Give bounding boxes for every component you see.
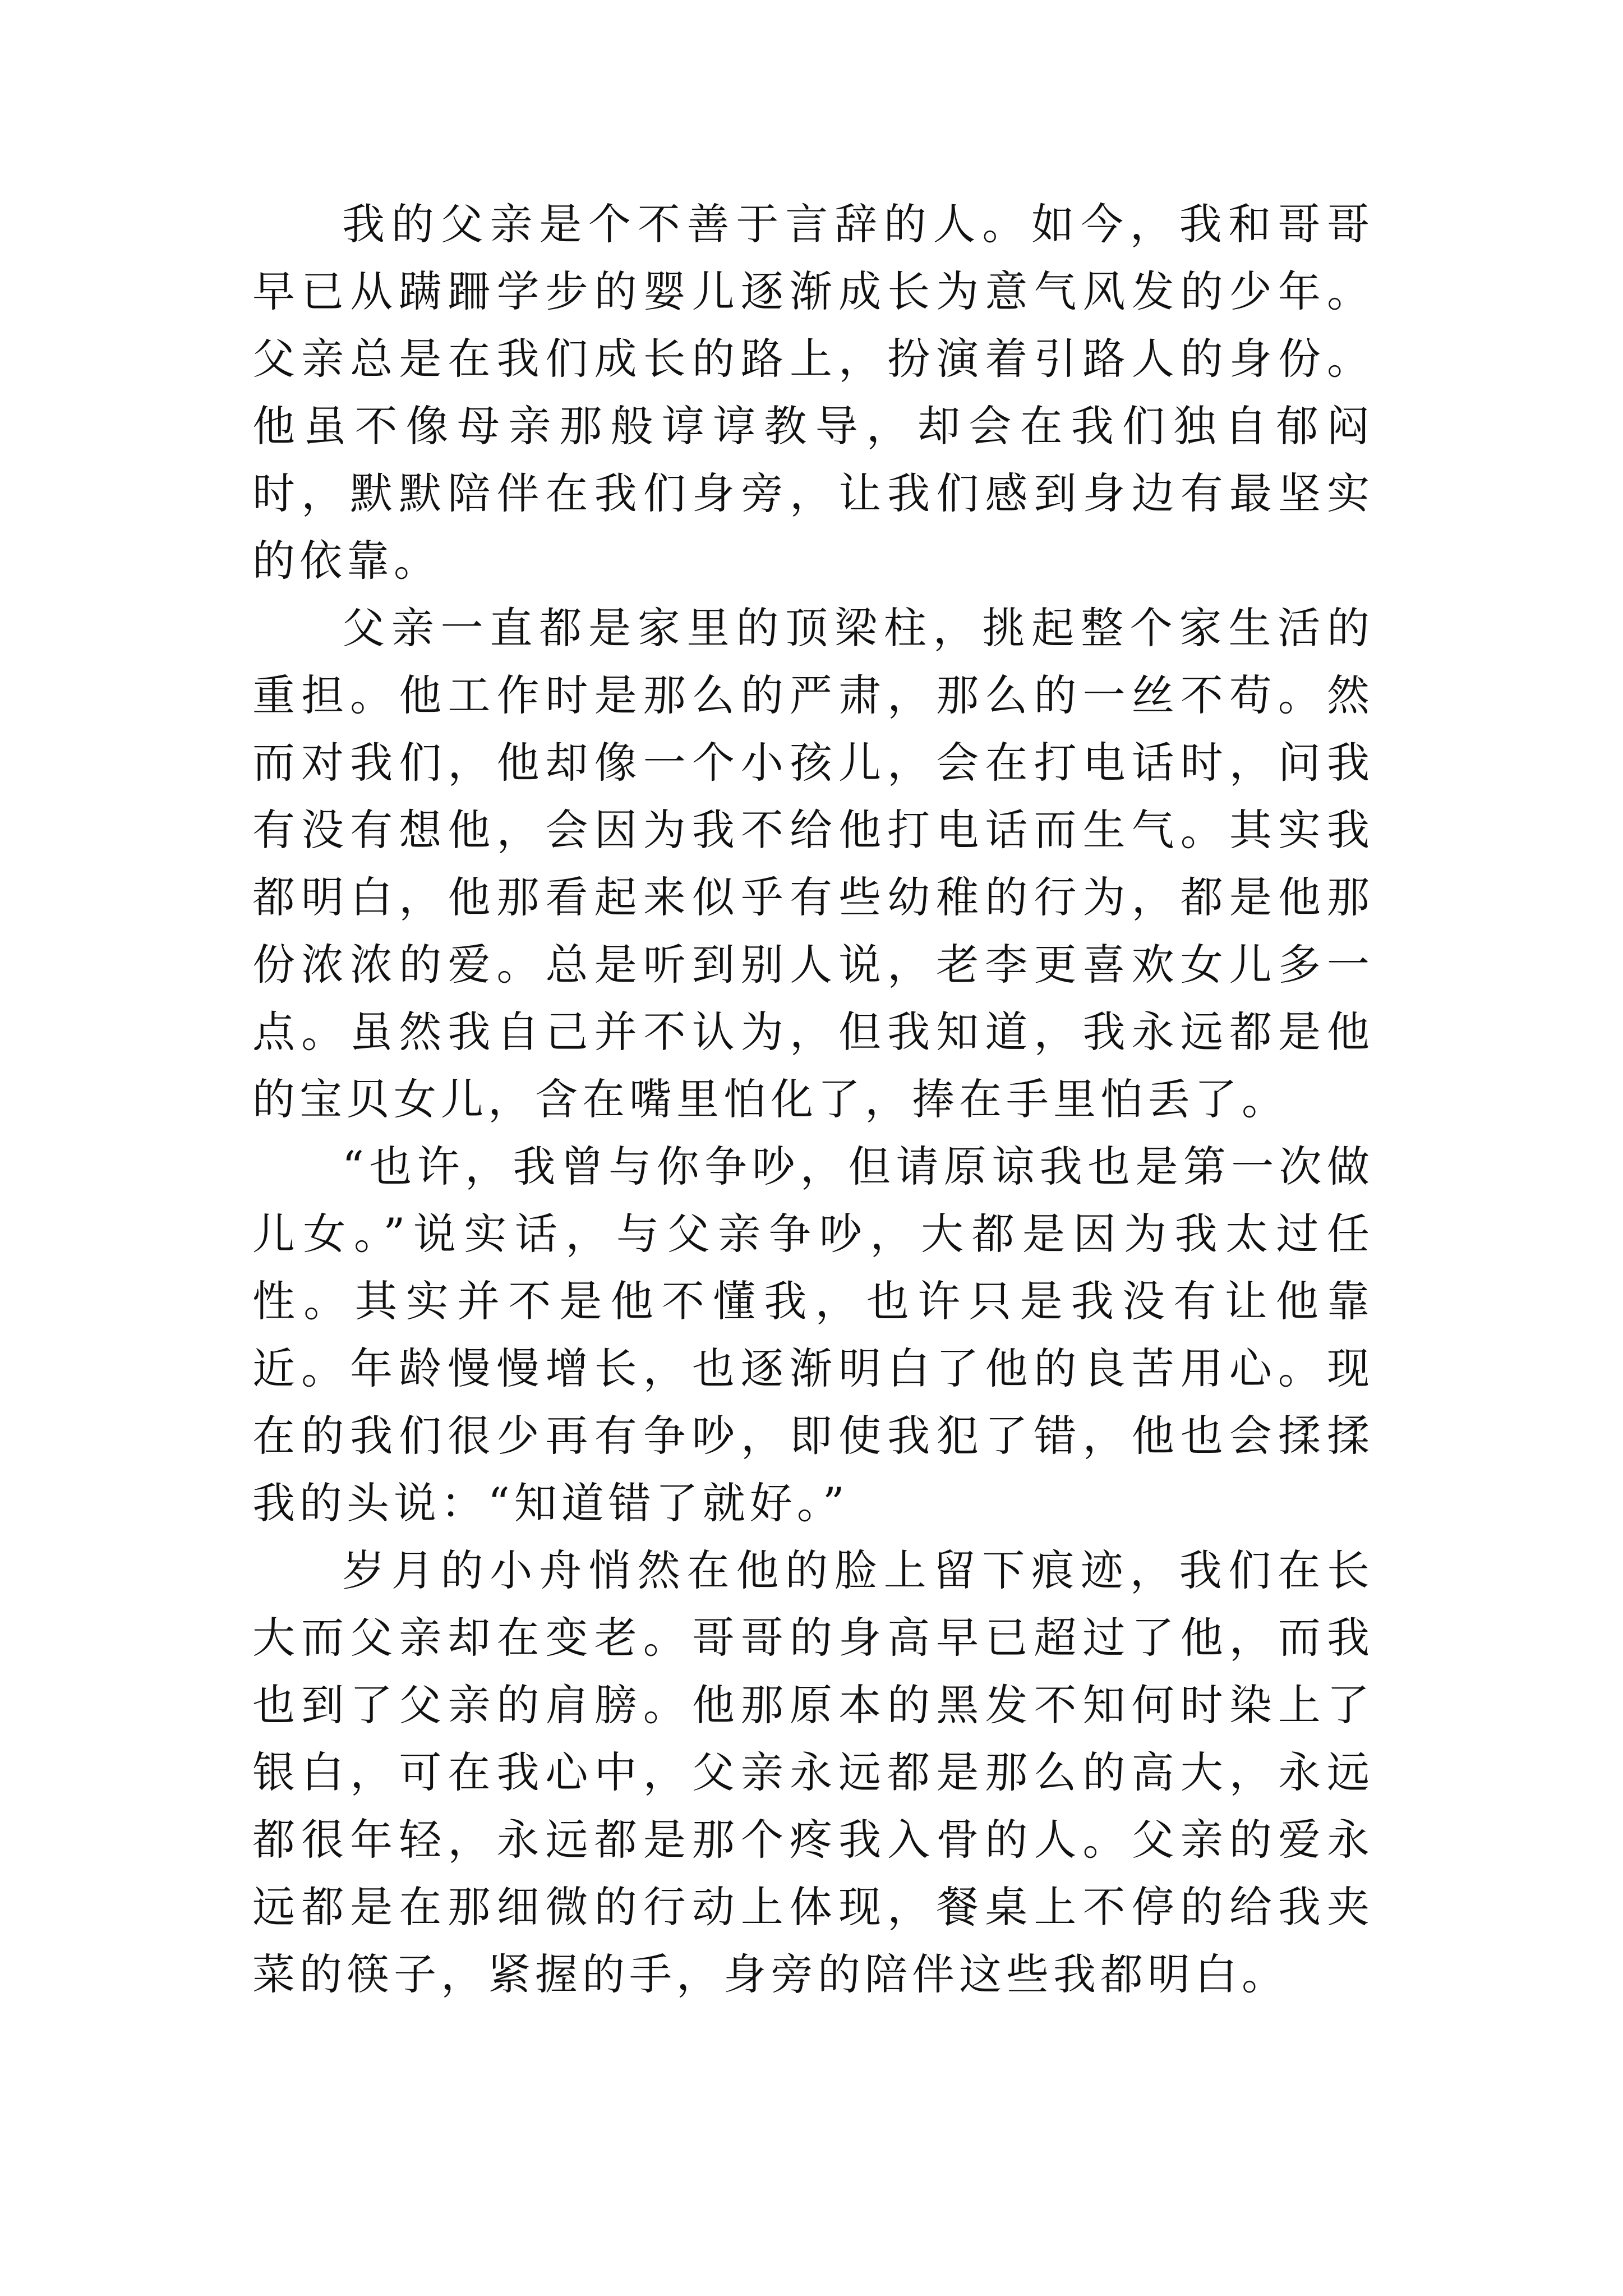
paragraph-1: 我的父亲是个不善于言辞的人。如今，我和哥哥早已从蹒跚学步的婴儿逐渐成长为意气风发的少年。父亲总是在我们成长的路上，扮演着引路人的身份。他虽不像母亲那般谆谆教导，却会在我们独自郁闷时，默默陪伴在我们身旁，让我们感到身边有最坚实的依靠。 (252, 199, 1374, 586)
paragraph-3: “也许，我曾与你争吵，但请原谅我也是第一次做儿女。”说实话，与父亲争吵，大都是因为我太过任性。其实并不是他不懂我，也许只是我没有让他靠近。年龄慢慢增长，也逐渐明白了他的良苦用心。现在的我们很少再有争吵，即使我犯了错，他也会揉揉我的头说：“知道错了就好。” (252, 1142, 1374, 1528)
essay-body (252, 191, 1374, 2008)
paragraph-2: 父亲一直都是家里的顶梁柱，挑起整个家生活的重担。他工作时是那么的严肃，那么的一丝不苟。然而对我们，他却像一个小孩儿，会在打电话时，问我有没有想他，会因为我不给他打电话而生气。其实我都明白，他那看起来似乎有些幼稚的行为，都是他那份浓浓的爱。总是听到别人说，老李更喜欢女儿多一点。虽然我自己并不认为，但我知道，我永远都是他的宝贝女儿，含在嘴里怕化了，捧在手里怕丢了。 (252, 603, 1374, 1124)
paragraph-4: 岁月的小舟悄然在他的脸上留下痕迹，我们在长大而父亲却在变老。哥哥的身高早已超过了他，而我也到了父亲的肩膀。他那原本的黑发不知何时染上了银白，可在我心中，父亲永远都是那么的高大，永远都很年轻，永远都是那个疼我入骨的人。父亲的爱永远都是在那细微的行动上体现，餐桌上不停的给我夹菜的筷子，紧握的手，身旁的陪伴这些我都明白。 (252, 1545, 1374, 1999)
